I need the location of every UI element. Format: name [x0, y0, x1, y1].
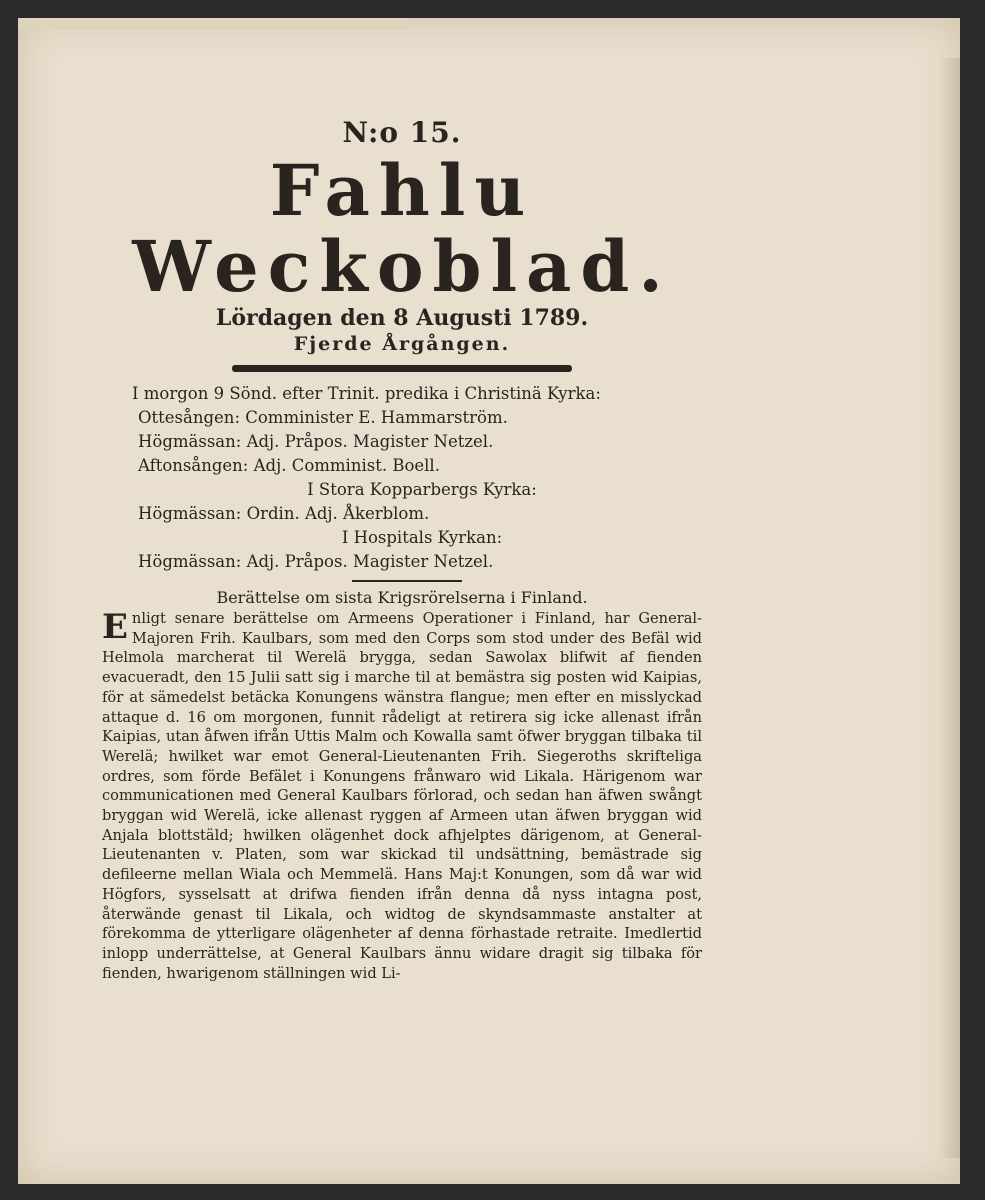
article-text: nligt senare berättelse om Armeens Operationer i Finland, har General-Majoren Frih. Kaulbars, som med den Corps som stod under des Befäl wid Helmola marcherat til Werelä brygga, sedan Sawolax blifwit af fienden evacueradt, den 15 Julii satt sig i marche til at bemästra sig posten wid Kaipias, för at sämedelst betäcka Konungens wänstra flangue; men efter en misslyckad attaque d. 16 om morgonen, funnit rådeligt at retirera sig icke allenast ifrån Kaipias, utan åfwen ifrån Uttis Malm och Kowalla samt öfwer bryggan tilbaka til Werelä; hwilket war emot General-Lieutenanten Frih. Siegeroths skrifteliga ordres, som förde Befälet i Konungens frånwaro wid Likala. Härigenom war communicationen med General Kaulbars förlorad, och sedan han äfwen swångt bryggan wid Werelä, icke allenast ryggen af Armeen utan äfwen bryggan wid Anjala blottstäld; hwilken olägenhet dock afhjelptes därigenom, at General-Lieutenanten v. Platen, som war skickad til undsättning, bemästrade sig defileerne mellan Wiala och Memmelä. Hans Maj:t Konungen, som då war wid Högfors, sysselsatt at drifwa fienden ifrån denna då nyss intagna post, återwände genast til Likala, och widtog de skyndsammaste anstalter at förekomma de ytterligare olägenheter af denna förhastade retraite. Imedlertid inlopp underrättelse, at General Kaulbars ännu widare dragit sig tilbaka för fienden, hwarigenom ställningen wid Li-	[102, 610, 702, 982]
sermon-line: Ottesången: Comminister E. Hammarström.	[138, 408, 508, 427]
newspaper-title: Fahlu Weckoblad.	[132, 149, 672, 308]
issue-number: N:o 15.	[342, 116, 462, 149]
church-heading: I Stora Kopparbergs Kyrka:	[307, 480, 537, 499]
sermon-notice	[102, 382, 702, 574]
article-title: Berättelse om sista Krigsrörelserna i Finland.	[216, 588, 588, 607]
article-body	[102, 609, 702, 983]
section-divider	[352, 580, 462, 582]
newspaper-page	[18, 18, 960, 1184]
sermon-line: Aftonsången: Adj. Comminist. Boell.	[138, 456, 440, 475]
volume-year: Fjerde Årgången.	[293, 333, 511, 355]
sermon-line: Högmässan: Adj. Pråpos. Magister Netzel.	[138, 432, 494, 451]
masthead-divider	[232, 365, 572, 372]
drop-cap: E	[102, 607, 128, 647]
page-content	[102, 116, 702, 983]
church-heading: I Hospitals Kyrkan:	[341, 528, 503, 547]
sermon-line: Högmässan: Adj. Pråpos. Magister Netzel.	[138, 552, 494, 571]
sermon-intro: I morgon 9 Sönd. efter Trinit. predika i Christinä Kyrka:	[132, 384, 601, 403]
issue-date: Lördagen den 8 Augusti 1789.	[215, 305, 589, 331]
sermon-line: Högmässan: Ordin. Adj. Åkerblom.	[138, 504, 430, 523]
